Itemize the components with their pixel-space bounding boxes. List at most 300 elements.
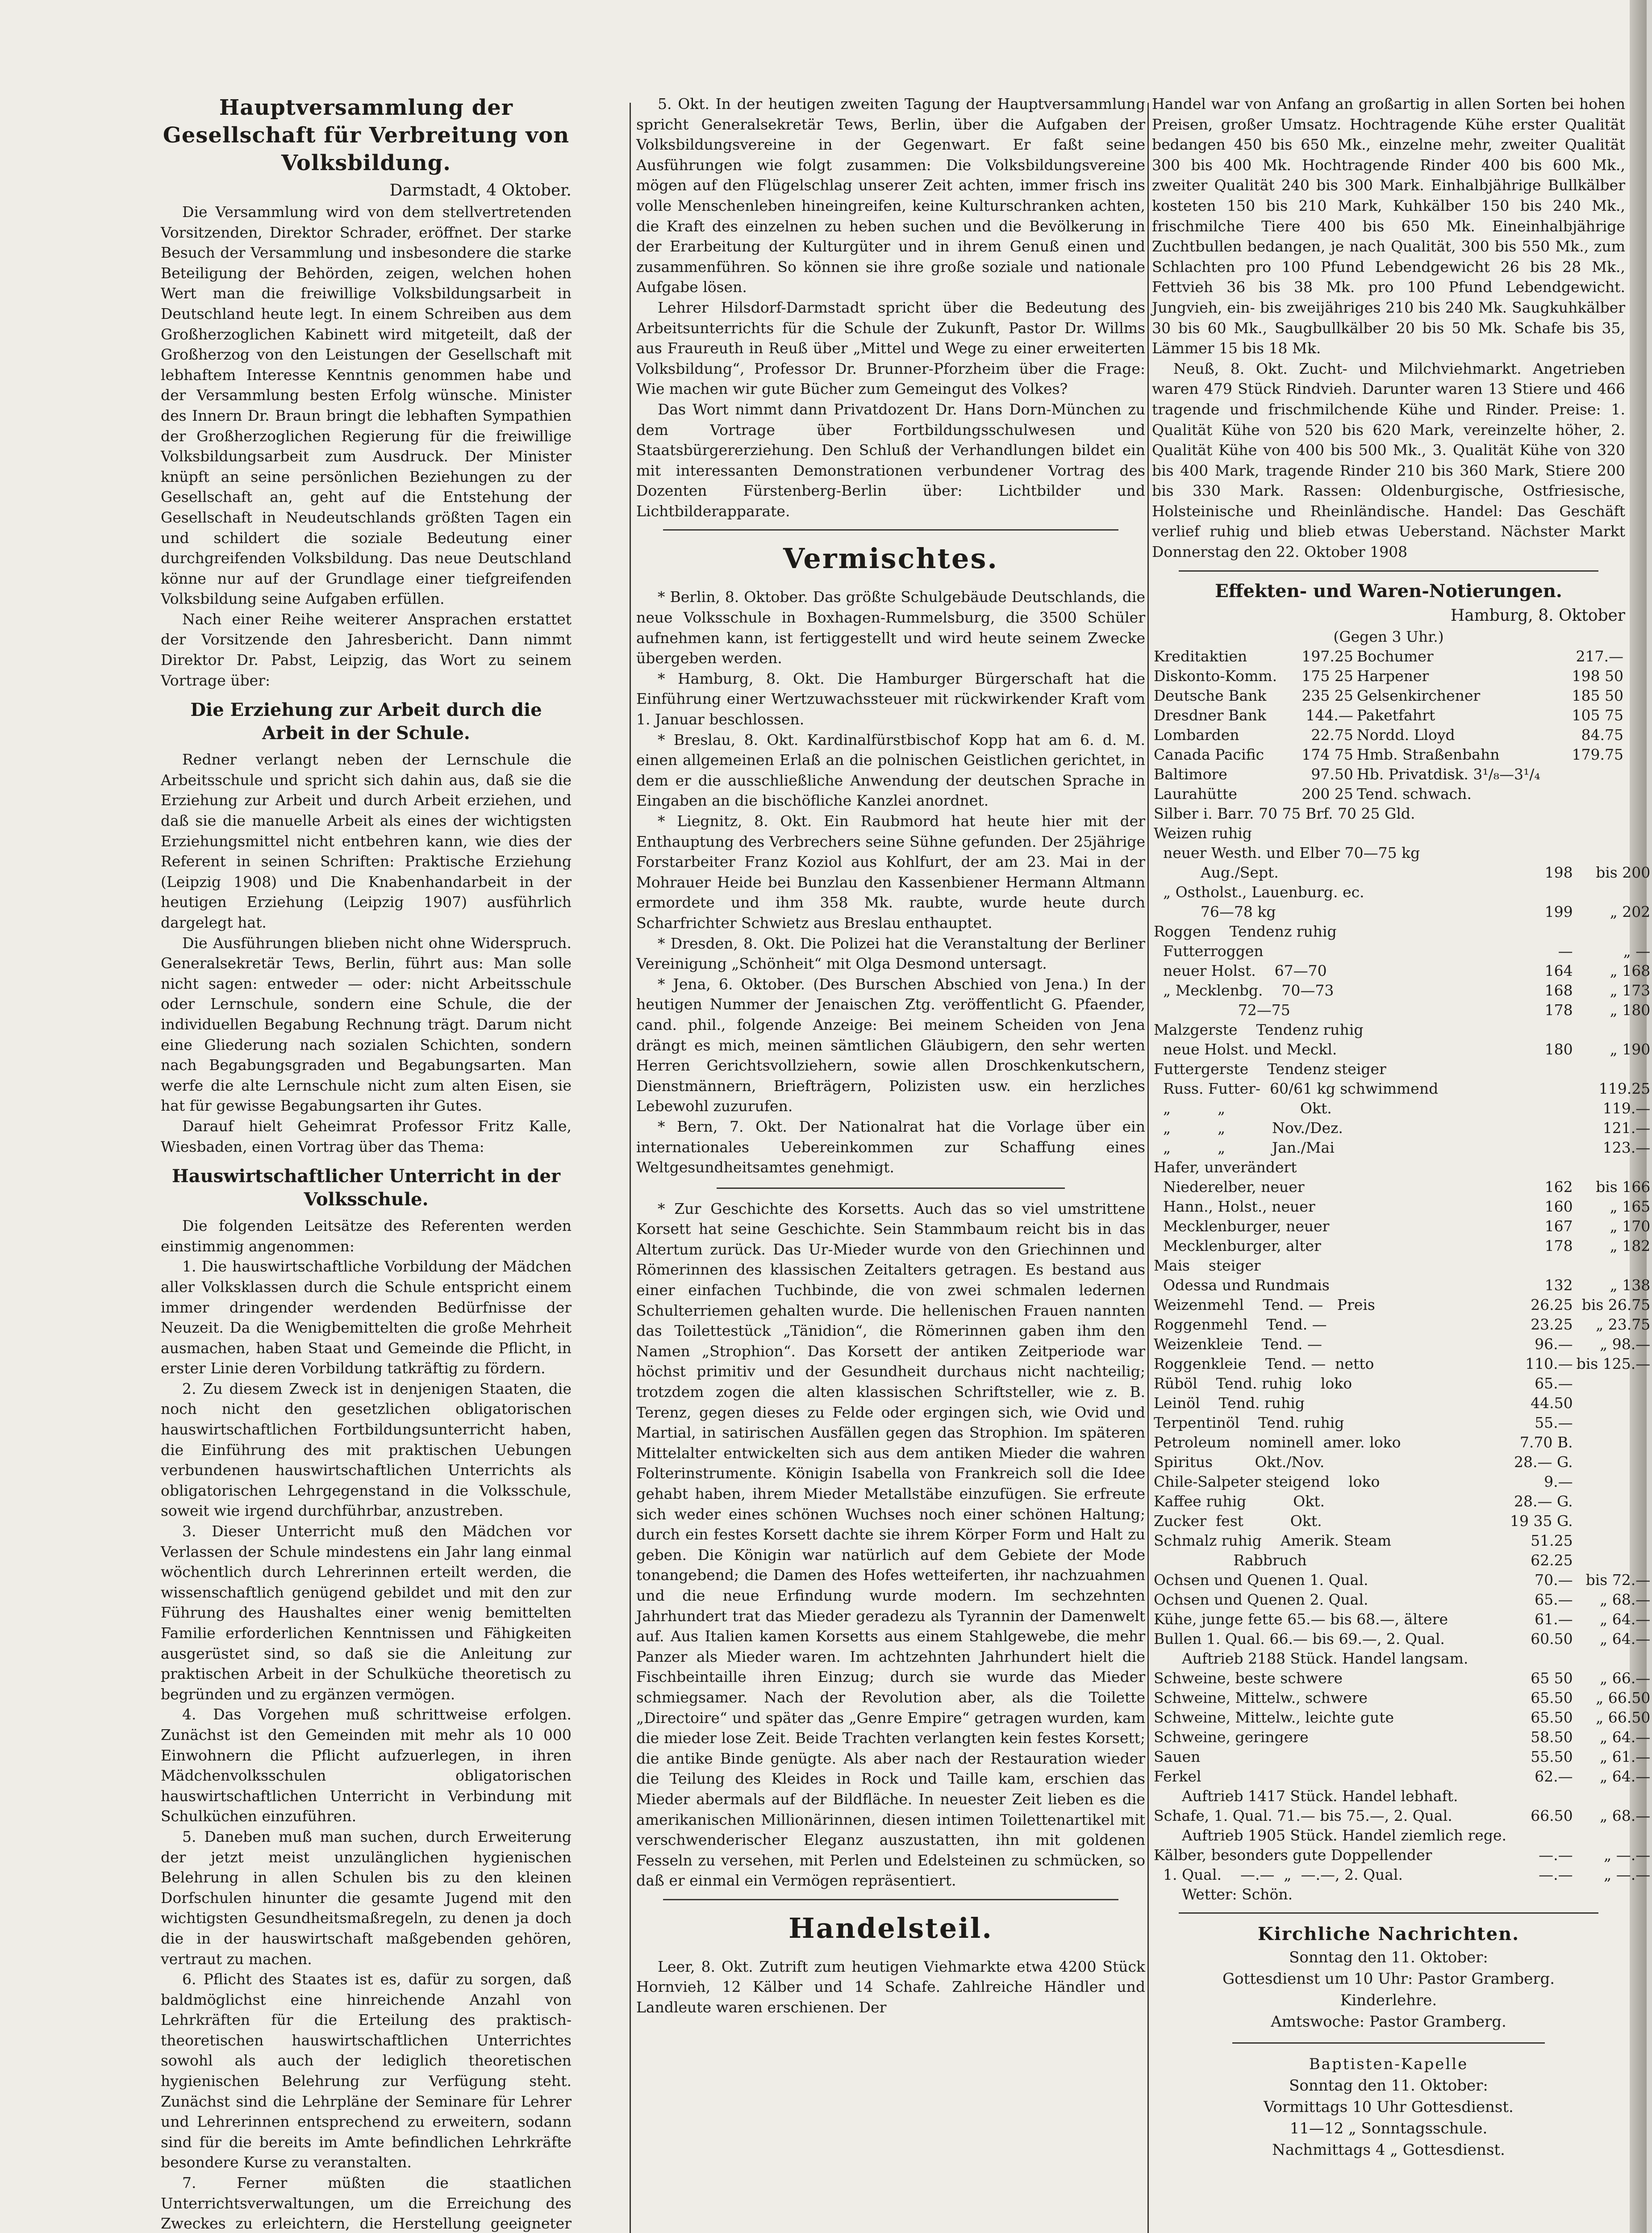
column-rule-1: [630, 103, 631, 2233]
commodity-cell: „ 98.—: [1600, 1335, 1651, 1353]
commodity-row: [1152, 1570, 1652, 1590]
commodity-row: [1152, 1767, 1652, 1786]
commodity-cell: Aug./Sept.: [1154, 863, 1279, 881]
section-divider: [663, 529, 1118, 531]
commodity-cell: Rabbruch: [1154, 1551, 1307, 1569]
commodity-cell: 26.25: [1531, 1296, 1573, 1313]
stock-cell: 198 50: [1572, 667, 1623, 685]
commodity-row: [1152, 863, 1652, 882]
commodity-cell: „ 68.—: [1600, 1806, 1651, 1824]
commodity-cell: „ —.—: [1604, 1846, 1651, 1864]
commodity-cell: [1575, 1786, 1652, 1806]
commodity-cell: Leinöl Tend. ruhig: [1154, 1394, 1305, 1412]
commodity-cell: [1508, 1079, 1575, 1099]
commodity-cell: Futtergerste Tendenz steiger: [1154, 1060, 1386, 1078]
commodity-cell: 119.25: [1598, 1079, 1651, 1097]
commodity-cell: 65.50: [1531, 1689, 1573, 1706]
commodity-row: [1152, 1786, 1652, 1806]
commodity-cell: 180: [1544, 1040, 1573, 1058]
church-line: Sonntag den 11. Oktober:: [1289, 2076, 1488, 2095]
commodity-cell: 70.—: [1535, 1571, 1573, 1589]
commodity-row: [1152, 1531, 1652, 1551]
commodity-cell: [1575, 1256, 1652, 1275]
commodity-row: [1152, 1668, 1652, 1688]
commodity-cell: [1575, 1511, 1652, 1531]
stock-cell: 84.75: [1581, 726, 1623, 744]
commodity-cell: [1575, 1059, 1652, 1079]
commodity-row: [1152, 902, 1652, 922]
commodity-cell: bis 200: [1596, 863, 1651, 881]
stock-cell: Hmb. Straßenbahn: [1356, 745, 1500, 763]
commodity-cell: 110.—: [1525, 1355, 1573, 1372]
subheading-hauswirtschaft: Hauswirtschaftlicher Unterricht in der Volksschule.: [171, 1166, 561, 1210]
commodity-cell: Spiritus Okt./Nov.: [1154, 1453, 1325, 1471]
commodity-cell: [1575, 1433, 1652, 1452]
commodity-cell: [1575, 1158, 1652, 1177]
market-report-neuss: Neuß, 8. Okt. Zucht- und Milchviehmarkt. Angetrieben waren 479 Stück Rindvieh. Darunter waren 13 Stiere und 466 tragende und frischmilchende Kühe und Rinder. Preise: 1. Qualität Kühe von 520 bis 620 Mark, vereinzelte höher, 2. Qualität Kühe von 400 bis 500 Mk., 3. Qualität Kühe von 320 bis 400 Mark, tragende Rinder 210 bis 360 Mark, Stiere 200 bis 330 Mark. Rassen: Oldenburgische, Ostfriesische, Holsteinische und Rheinländische. Handel: Das Geschäft verlief ruhig und blieb etwas Ueberstand. Nächster Markt Donnerstag den 22. Oktober 1908: [1152, 360, 1625, 561]
commodity-row: [1152, 1708, 1652, 1727]
paragraph: 4. Das Vorgehen muß schrittweise erfolgen. Zunächst ist den Gemeinden mit mehr als 10 000 Einwohnern die Pflicht aufzuerlegen, in ihren Mädchenvolksschulen obligatorischen hauswirtschaftlichen Unterricht in Verbindung mit Schulküchen einzuführen.: [161, 1706, 572, 1825]
commodity-row: [1152, 1197, 1652, 1217]
commodity-row: [1152, 1295, 1652, 1315]
commodity-cell: „ 202: [1610, 903, 1651, 920]
paragraph: Die Ausführungen blieben nicht ohne Widerspruch. Generalsekretär Tews, Berlin, führt aus: Man solle nicht sagen: entweder — oder: nicht Arbeitsschule oder Lernschule, sondern eine Schule, die der individuellen Begabung Rechnung trägt. Darum nicht eine Gliederung nach sozialen Schichten, sondern nach Begabungsgraden und Begabungsarten. Man werfe die alte Lernschule nicht zum alten Eisen, sie hat für gewisse Begabungsarten ihr Gutes.: [161, 934, 572, 1115]
commodity-cell: [1575, 824, 1652, 843]
stock-cell: Nordd. Lloyd: [1356, 726, 1455, 744]
stock-cell: 197.25: [1302, 647, 1353, 665]
stock-cell: 235 25: [1302, 686, 1353, 704]
commodity-row: [1152, 1256, 1652, 1275]
commodity-cell: „ —: [1623, 942, 1651, 960]
commodity-cell: Roggenkleie Tend. — netto: [1154, 1355, 1374, 1372]
commodity-cell: —.—: [1539, 1846, 1573, 1864]
commodity-cell: „ 64.—: [1600, 1610, 1651, 1628]
commodity-cell: „ 66.50: [1596, 1708, 1651, 1726]
commodity-row: [1152, 1020, 1652, 1040]
stock-cell: Hb. Privatdisk. 3¹/₈—3¹/₄: [1356, 765, 1540, 783]
commodity-cell: Weizen ruhig: [1154, 824, 1252, 842]
commodity-cell: „ „ Nov./Dez.: [1154, 1119, 1343, 1137]
commodity-cell: 178: [1544, 1001, 1573, 1019]
commodity-cell: „ 66.—: [1600, 1669, 1651, 1687]
commodity-cell: Bullen 1. Qual. 66.— bis 69.—, 2. Qual.: [1154, 1630, 1445, 1648]
commodity-cell: „ 64.—: [1600, 1630, 1651, 1648]
commodity-cell: „ „ Jan./Mai: [1154, 1138, 1335, 1156]
stock-cell: 174 75: [1302, 745, 1353, 763]
commodity-cell: [1508, 804, 1575, 824]
commodity-row: [1152, 1393, 1652, 1413]
stock-cell: 200 25: [1302, 785, 1353, 803]
news-item: * Hamburg, 8. Okt. Die Hamburger Bürgerschaft hat die Einführung einer Wertzuwachssteuer mit rückwirkender Kraft vom 1. Januar beschlossen.: [636, 669, 1145, 728]
commodity-cell: 119.—: [1602, 1099, 1651, 1117]
commodity-cell: Mecklenburger, neuer: [1154, 1217, 1330, 1235]
commodity-row: [1152, 1492, 1652, 1511]
stock-cell: Paketfahrt: [1356, 706, 1435, 724]
commodity-cell: 178: [1544, 1237, 1573, 1254]
commodity-cell: 168: [1544, 981, 1573, 999]
commodity-row: [1152, 1433, 1652, 1452]
commodity-row: [1152, 1747, 1652, 1767]
stock-cell: Lombarden: [1154, 726, 1239, 744]
stock-cell: Gelsenkirchener: [1356, 686, 1481, 704]
section-divider: [1179, 570, 1598, 572]
commodity-row: [1152, 1374, 1652, 1393]
commodity-row: [1152, 882, 1652, 902]
commodity-cell: „ 64.—: [1600, 1728, 1651, 1746]
commodity-cell: Ochsen und Quenen 1. Qual.: [1154, 1571, 1368, 1589]
commodity-cell: „ „ Okt.: [1154, 1099, 1332, 1117]
commodity-cell: 72—75: [1154, 1001, 1290, 1019]
commodity-cell: [1508, 1118, 1575, 1138]
dateline-darmstadt: Darmstadt, 4 Oktober.: [389, 181, 572, 200]
commodity-cell: 66.50: [1531, 1806, 1573, 1824]
column-middle: [636, 94, 1145, 2233]
commodity-row: [1152, 1472, 1652, 1492]
commodity-cell: [1575, 1531, 1652, 1551]
paragraph: 3. Dieser Unterricht muß den Mädchen vor Verlassen der Schule mindestens ein Jahr lang einmal wöchentlich durch Lehrerinnen erteilt werden, die wissenschaftlich genügend gebildet und mit den zur Führung des Haushaltes einer wenig bemittelten Familie erforderlichen Kenntnissen und Fähigkeiten ausgerüstet sind, so daß sie die Anleitung zur praktischen Arbeit in der Schulküche theoretisch zu begründen und zu ergänzen vermögen.: [161, 1522, 572, 1703]
commodity-row: [1152, 1040, 1652, 1059]
stock-cell: Dresdner Bank: [1154, 706, 1267, 724]
commodity-row: [1152, 824, 1652, 843]
commodity-cell: Rüböl Tend. ruhig loko: [1154, 1374, 1352, 1392]
article-heading-volksbildung: Hauptversammlung der Gesellschaft für Verbreitung von Volksbildung.: [163, 95, 570, 176]
stock-cell: 97.50: [1311, 765, 1353, 783]
commodity-cell: Wetter: Schön.: [1154, 1885, 1293, 1903]
church-line: Vormittags 10 Uhr Gottesdienst.: [1264, 2098, 1514, 2116]
commodity-cell: 55.—: [1535, 1413, 1573, 1431]
commodity-cell: [1508, 1885, 1575, 1904]
commodity-cell: Zucker fest Okt.: [1154, 1512, 1322, 1530]
stock-cell: 185 50: [1572, 686, 1623, 704]
commodity-cell: bis 125.—: [1576, 1355, 1651, 1372]
commodity-cell: Ferkel: [1154, 1767, 1201, 1785]
commodity-cell: [1508, 1158, 1575, 1177]
commodity-row: [1152, 1590, 1652, 1610]
commodity-cell: 62.25: [1531, 1551, 1573, 1569]
paragraph: Darauf hielt Geheimrat Professor Fritz Kalle, Wiesbaden, einen Vortrag über das Thema:: [161, 1117, 572, 1155]
commodity-cell: 123.—: [1602, 1138, 1651, 1156]
commodity-cell: „ 168: [1610, 962, 1651, 979]
commodity-row: [1152, 804, 1652, 824]
commodity-cell: [1575, 882, 1652, 902]
commodity-cell: [1575, 1885, 1652, 1904]
commodity-cell: „ —.—: [1604, 1865, 1651, 1883]
commodity-cell: „ 170: [1610, 1217, 1651, 1235]
commodity-cell: „ 182: [1610, 1237, 1651, 1254]
commodity-cell: [1508, 882, 1575, 902]
news-item: * Breslau, 8. Okt. Kardinalfürstbischof Kopp hat am 6. d. M. einen allgemeinen Erlaß an die polnischen Geistlichen gerichtet, in dem er die ausschließliche Anwendung der deutschen Sprache in Eingaben an die bischöfliche Kanzlei anordnet.: [636, 731, 1145, 810]
commodity-cell: Mecklenburger, alter: [1154, 1237, 1321, 1254]
commodity-cell: [1508, 1059, 1575, 1079]
commodity-cell: [1575, 1452, 1652, 1472]
commodity-cell: Roggenmehl Tend. —: [1154, 1315, 1327, 1333]
section-heading-vermischtes: Vermischtes.: [783, 542, 998, 575]
item-divider: [717, 1188, 1065, 1189]
stock-cell: [1564, 765, 1625, 784]
commodity-cell: 19 35 G.: [1510, 1512, 1573, 1530]
stock-cell: Baltimore: [1154, 765, 1227, 783]
commodity-cell: [1508, 1138, 1575, 1158]
commodity-row: [1152, 843, 1652, 863]
commodity-cell: 7.70 B.: [1519, 1433, 1573, 1451]
commodity-cell: —: [1558, 942, 1573, 960]
commodity-cell: 167: [1544, 1217, 1573, 1235]
paragraph: Das Wort nimmt dann Privatdozent Dr. Hans Dorn-München zu dem Vortrage über Fortbildungsschulwesen und Staatsbürgererziehung. Den Schluß der Verhandlungen bildet ein mit interessanten Demonstrationen verbundener Vortrag des Dozenten Fürstenberg-Berlin über: Lichtbilder und Lichtbilderapparate.: [636, 400, 1145, 520]
commodity-cell: Auftrieb 1905 Stück. Handel ziemlich rege.: [1154, 1826, 1506, 1844]
commodity-cell: 121.—: [1602, 1119, 1651, 1137]
commodity-cell: Schweine, beste schwere: [1154, 1669, 1343, 1687]
commodity-row: [1152, 1158, 1652, 1177]
stock-cell: 144.—: [1306, 706, 1353, 724]
commodity-row: [1152, 1885, 1652, 1904]
commodity-row: [1152, 922, 1652, 941]
stock-cell: 22.75: [1311, 726, 1353, 744]
commodity-cell: Russ. Futter- 60/61 kg schwimmend: [1154, 1079, 1439, 1097]
section-divider: [1179, 1912, 1598, 1914]
baptist-chapel-heading: Baptisten-Kapelle: [1309, 2055, 1468, 2073]
church-line: Gottesdienst um 10 Uhr: Pastor Gramberg.: [1222, 1970, 1555, 1988]
commodity-cell: [1575, 1492, 1652, 1511]
commodity-cell: Ochsen und Quenen 2. Qual.: [1154, 1590, 1368, 1608]
commodity-row: [1152, 1727, 1652, 1747]
paragraph: Die folgenden Leitsätze des Referenten werden einstimmig angenommen:: [161, 1217, 572, 1255]
paragraph: Redner verlangt neben der Lernschule die Arbeitsschule und spricht sich dahin aus, daß sie die Erziehung zur Arbeit und durch Arbeit erziehen, und daß sie die manuelle Arbeit als eines der wichtigsten Erziehungsmittel nicht entbehren kann, wie dies der Referent in seinen Schriften: Praktische Erziehung (Leipzig 1908) und Die Knabenhandarbeit in der heutigen Erziehung (Leipzig 1907) ausführlich dargelegt hat.: [161, 751, 572, 931]
church-news-heading: Kirchliche Nachrichten.: [1257, 1923, 1520, 1944]
commodity-cell: Schmalz ruhig Amerik. Steam: [1154, 1531, 1391, 1549]
stock-cell: Tend. schwach.: [1356, 785, 1472, 803]
commodity-cell: 65.—: [1535, 1374, 1573, 1392]
commodity-cell: [1575, 922, 1652, 941]
commodity-cell: Schafe, 1. Qual. 71.— bis 75.—, 2. Qual.: [1154, 1806, 1452, 1824]
paragraph: Handel war von Anfang an großartig in allen Sorten bei hohen Preisen, großer Umsatz. Hochtragende Kühe erster Qualität bedangen 450 bis 650 Mk., einzelne mehr, zweiter Qualität 300 bis 400 Mk. Hochtragende Rinder 400 bis 600 Mk., zweiter Qualität 240 bis 300 Mark. Einhalbjährige Bullkälber kosteten 150 bis 210 Mark, Kuhkälber 150 bis 240 Mk., frischmilche Tiere 400 bis 650 Mk. Eineinhalbjährige Zuchtbullen bedangen, je nach Qualität, 300 bis 550 Mk., zum Schlachten pro 100 Pfund Lebendgewicht 26 bis 28 Mk., Fettvieh 36 bis 38 Mk. pro 100 Pfund Lebendgewicht. Jungvieh, ein- bis zweijähriges 210 bis 240 Mk. Saugkuhkälber 30 bis 60 Mk., Saugbullkälber 20 bis 50 Mk. Schafe bis 35, Lämmer 15 bis 18 Mk.: [1152, 95, 1625, 357]
column-right: [1152, 94, 1651, 2233]
commodity-cell: „ 23.75: [1596, 1315, 1651, 1333]
paragraph: 7. Ferner müßten die staatlichen Unterrichtsverwaltungen, um die Erreichung des Zweckes zu erleichtern, die Herstellung geeigneter: [161, 2174, 572, 2233]
stock-cell: 105 75: [1572, 706, 1623, 724]
commodity-row: [1152, 1806, 1652, 1826]
commodity-row: [1152, 1315, 1652, 1334]
commodity-cell: Hafer, unverändert: [1154, 1158, 1297, 1176]
stock-cell: Kreditaktien: [1154, 647, 1247, 665]
commodity-cell: „ 64.—: [1600, 1767, 1651, 1785]
paragraph: Lehrer Hilsdorf-Darmstadt spricht über die Bedeutung des Arbeitsunterrichts für die Schule der Zukunft, Pastor Dr. Willms aus Fraureuth in Reuß über „Mittel und Wege zu einer erweiterten Volksbildung“, Professor Dr. Brunner-Pforzheim über die Frage: Wie machen wir gute Bücher zum Gemeingut des Volkes?: [636, 298, 1145, 398]
commodity-cell: „ 190: [1610, 1040, 1651, 1058]
commodity-cell: [1508, 1826, 1575, 1845]
commodity-row: [1152, 1610, 1652, 1629]
commodity-row: [1152, 1629, 1652, 1649]
commodity-cell: bis 166: [1596, 1178, 1651, 1196]
commodity-cell: 61.—: [1535, 1610, 1573, 1628]
stock-cell: Harpener: [1356, 667, 1429, 685]
commodity-cell: Hann., Holst., neuer: [1154, 1197, 1315, 1215]
commodity-cell: [1508, 1649, 1575, 1668]
commodity-cell: [1575, 1374, 1652, 1393]
stock-cell: 179.75: [1572, 745, 1623, 763]
stock-quotes-table: [1152, 647, 1625, 804]
commodity-cell: [1508, 1020, 1575, 1040]
church-line: Sonntag den 11. Oktober:: [1289, 1948, 1488, 1966]
market-report-leer: Leer, 8. Okt. Zutrift zum heutigen Viehmarkte etwa 4200 Stück Hornvieh, 12 Kälber und 14 Schafe. Zahlreiche Händler und Landleute waren erschienen. Der: [636, 1957, 1145, 2016]
church-line: Kinderlehre.: [1340, 1991, 1437, 2009]
commodity-cell: 65.50: [1531, 1708, 1573, 1726]
commodity-row: [1152, 961, 1652, 981]
commodity-cell: Mais steiger: [1154, 1256, 1261, 1274]
commodity-row: [1152, 1452, 1652, 1472]
commodity-cell: „ 180: [1610, 1001, 1651, 1019]
news-item: * Berlin, 8. Oktober. Das größte Schulgebäude Deutschlands, die neue Volksschule in Boxhagen-Rummelsburg, die 3500 Schüler aufnehmen kann, ist fertiggestellt und wird heute seinem Zwecke übergeben werden.: [636, 588, 1145, 667]
quotes-time: (Gegen 3 Uhr.): [1333, 627, 1444, 645]
commodity-cell: [1508, 1786, 1575, 1806]
commodity-cell: [1575, 1413, 1652, 1433]
commodity-cell: [1575, 804, 1652, 824]
commodity-cell: [1575, 1649, 1652, 1668]
commodity-row: [1152, 981, 1652, 1000]
paragraph: Die Versammlung wird von dem stellvertretenden Vorsitzenden, Direktor Schrader, eröffnet. Der starke Besuch der Versammlung und insbesondere die starke Beteiligung der Behörden, zeigen, welchen hohen Wert man die freiwillige Volksbildungsarbeit in Deutschland heute legt. In einem Schreiben aus dem Großherzoglichen Kabinett wird mitgeteilt, daß der Großherzog von den Leistungen der Gesellschaft mit lebhaftem Interesse Kenntnis genommen habe und der Versammlung besten Erfolg wünsche. Minister des Innern Dr. Braun bringt die lebhaften Sympathien der Großherzoglichen Regierung für die freiwillige Volksbildungsarbeit zum Ausdruck. Der Minister knüpft an seine persönlichen Beziehungen zu der Gesellschaft an, geht auf die Entstehung der Gesellschaft in Neudeutschlands größten Tagen ein und schildert die soziale Bedeutung einer durchgreifenden Volksbildung. Das neue Deutschland könne nur auf der Grundlage einer tiefgreifenden Volksbildung seine Aufgaben erfüllen.: [161, 203, 572, 608]
commodity-cell: „ 165: [1610, 1197, 1651, 1215]
commodity-cell: Petroleum nominell amer. loko: [1154, 1433, 1401, 1451]
commodity-cell: „ 66.50: [1596, 1689, 1651, 1706]
stock-row: [1152, 784, 1625, 804]
commodity-cell: „ Ostholst., Lauenburg. ec.: [1154, 883, 1364, 901]
commodity-cell: 51.25: [1531, 1531, 1573, 1549]
commodity-row: [1152, 1138, 1652, 1158]
commodity-cell: 198: [1544, 863, 1573, 881]
commodity-row: [1152, 1649, 1652, 1668]
stock-cell: Laurahütte: [1154, 785, 1237, 803]
stock-cell: 175 25: [1302, 667, 1353, 685]
subheading-arbeitsschule: Die Erziehung zur Arbeit durch die Arbeit in der Schule.: [190, 699, 542, 744]
commodity-cell: Schweine, geringere: [1154, 1728, 1309, 1746]
commodity-cell: Roggen Tendenz ruhig: [1154, 922, 1337, 940]
commodity-cell: [1508, 824, 1575, 843]
column-rule-2: [1147, 103, 1149, 2233]
commodity-row: [1152, 1845, 1652, 1865]
commodity-cell: Schweine, Mittelw., schwere: [1154, 1689, 1368, 1706]
stock-row: [1152, 725, 1625, 745]
commodity-cell: 164: [1544, 962, 1573, 979]
quotes-place: Hamburg, 8. Oktober: [1450, 606, 1625, 625]
commodity-cell: 44.50: [1531, 1394, 1573, 1412]
item-divider: [1232, 2042, 1545, 2044]
stock-row: [1152, 686, 1625, 706]
commodity-cell: neuer Westh. und Elber 70—75 kg: [1154, 844, 1420, 861]
commodity-cell: Niederelber, neuer: [1154, 1178, 1305, 1196]
commodity-row: [1152, 1334, 1652, 1354]
news-item: * Jena, 6. Oktober. (Des Burschen Abschied von Jena.) In der heutigen Nummer der Jenaischen Ztg. veröffentlicht G. Pfaender, cand. phil., folgende Anzeige: Bei meinem Scheiden von Jena drängt es mich, meinen sämtlichen Gläubigern, den sehr werten Herren Gerichtsvollziehern, sowie allen Droschkenkutschern, Dienstmännern, Briefträgern, Polizisten usw. ein herzliches Lebewohl zuzurufen.: [636, 975, 1145, 1115]
stock-cell: 217.—: [1576, 647, 1623, 665]
commodity-cell: 76—78 kg: [1154, 903, 1276, 920]
commodity-cell: 62.—: [1535, 1767, 1573, 1785]
commodity-row: [1152, 1177, 1652, 1197]
stock-row: [1152, 647, 1625, 666]
commodity-row: [1152, 1826, 1652, 1845]
stock-cell: [1564, 784, 1625, 804]
commodity-cell: [1575, 843, 1652, 863]
stock-cell: Bochumer: [1356, 647, 1434, 665]
commodity-cell: 60.50: [1531, 1630, 1573, 1648]
church-line: Nachmittags 4 „ Gottesdienst.: [1272, 2141, 1505, 2159]
commodity-cell: 160: [1544, 1197, 1573, 1215]
commodity-cell: [1575, 1472, 1652, 1492]
commodity-row: [1152, 1000, 1652, 1020]
stock-cell: Deutsche Bank: [1154, 686, 1267, 704]
section-heading-handelsteil: Handelsteil.: [788, 1911, 993, 1944]
commodity-cell: 28.— G.: [1514, 1453, 1573, 1471]
stock-row: [1152, 666, 1625, 686]
paragraph: 5. Daneben muß man suchen, durch Erweiterung der jetzt meist unzulänglichen hygienischen Belehrung in allen Schulen bis zu den kleinen Dorfschulen hinunter die gesamte Jugend mit den wichtigsten Gesundheitsmaßregeln, zu denen ja doch die in der hauswirtschaft maßgebenden gehören, vertraut zu machen.: [161, 1827, 572, 1968]
commodity-cell: „ 68.—: [1600, 1590, 1651, 1608]
section-divider: [663, 1899, 1118, 1900]
commodity-cell: Auftrieb 2188 Stück. Handel langsam.: [1154, 1649, 1468, 1667]
commodity-row: [1152, 1413, 1652, 1433]
commodity-cell: 1. Qual. —.— „ —.—, 2. Qual.: [1154, 1865, 1403, 1883]
paragraph: 1. Die hauswirtschaftliche Vorbildung der Mädchen aller Volksklassen durch die Schule entspricht einem immer dringender werdenden Bedürfnisse der Neuzeit. Da die Wenigbemittelten die große Mehrheit ausmachen, haben Staat und Gemeinde die Pflicht, in erster Linie deren Vorbildung tatkräftig zu fördern.: [161, 1258, 572, 1377]
commodity-row: [1152, 941, 1652, 961]
commodity-cell: 28.— G.: [1514, 1492, 1573, 1510]
paragraph: 5. Okt. In der heutigen zweiten Tagung der Hauptversammlung spricht Generalsekretär Tews, Berlin, über die Aufgaben der Volksbildungsvereine in der Gegenwart. Er faßt seine Ausführungen wie folgt zusammen: Die Volksbildungsvereine mögen auf den Flügelschlag unserer Zeit achten, immer frisch ins volle Menschenleben hineingreifen, keine Kulturschranken achten, die Kraft des einzelnen zu heben suchen und die Bevölkerung in der Erarbeitung der Kulturgüter und in ihrem Genuß einen und zusammenführen. So können sie ihre große soziale und nationale Aufgabe lösen.: [636, 95, 1145, 296]
commodity-cell: „ Mecklenbg. 70—73: [1154, 981, 1334, 999]
paragraph: 2. Zu diesem Zweck ist in denjenigen Staaten, die noch nicht den gesetzlichen obligatorischen hauswirtschaftlichen Fortbildungsunterricht haben, die Einführung des mit praktischen Uebungen verbundenen hauswirtschaftlichen Unterrichts als obligatorischen Lehrgegenstand in die Volksschule, soweit wie irgend durchführbar, anzustreben.: [161, 1380, 572, 1520]
commodity-cell: [1508, 1256, 1575, 1275]
paragraph: Nach einer Reihe weiterer Ansprachen erstattet der Vorsitzende den Jahresbericht. Dann nimmt Direktor Dr. Pabst, Leipzig, das Wort zu seinem Vortrage über:: [161, 610, 572, 689]
commodity-row: [1152, 1865, 1652, 1885]
commodity-cell: Futterroggen: [1154, 942, 1264, 960]
commodity-row: [1152, 1551, 1652, 1570]
commodity-row: [1152, 1275, 1652, 1295]
church-line: 11—12 „ Sonntagsschule.: [1289, 2119, 1488, 2137]
commodity-cell: [1575, 1551, 1652, 1570]
commodity-cell: Odessa und Rundmais: [1154, 1276, 1330, 1294]
commodity-cell: [1508, 843, 1575, 863]
commodity-quotes-table: [1152, 804, 1652, 1904]
commodity-cell: neuer Holst. 67—70: [1154, 962, 1327, 979]
commodity-cell: Kälber, besonders gute Doppellender: [1154, 1846, 1432, 1864]
commodity-cell: Chile-Salpeter steigend loko: [1154, 1472, 1380, 1490]
commodity-cell: Malzgerste Tendenz ruhig: [1154, 1020, 1364, 1038]
commodity-cell: [1508, 1099, 1575, 1118]
commodity-row: [1152, 1236, 1652, 1256]
commodity-cell: Silber i. Barr. 70 75 Brf. 70 25 Gld.: [1154, 804, 1415, 822]
commodity-row: [1152, 1118, 1652, 1138]
commodity-cell: [1575, 1020, 1652, 1040]
commodity-cell: Terpentinöl Tend. ruhig: [1154, 1413, 1344, 1431]
commodity-cell: 65.—: [1535, 1590, 1573, 1608]
commodity-cell: Sauen: [1154, 1748, 1201, 1765]
news-item: * Bern, 7. Okt. Der Nationalrat hat die Vorlage über ein internationales Uebereinkommen zur Schaffung eines Weltgesundheitsamtes genehmigt.: [636, 1117, 1145, 1176]
commodity-cell: 199: [1544, 903, 1573, 920]
commodity-cell: „ 61.—: [1600, 1748, 1651, 1765]
commodity-cell: 132: [1544, 1276, 1573, 1294]
commodity-cell: [1575, 1393, 1652, 1413]
commodity-cell: [1508, 922, 1575, 941]
commodity-row: [1152, 1217, 1652, 1236]
commodity-cell: 65 50: [1531, 1669, 1573, 1687]
commodity-cell: 23.25: [1531, 1315, 1573, 1333]
commodity-cell: 96.—: [1535, 1335, 1573, 1353]
commodity-cell: Auftrieb 1417 Stück. Handel lebhaft.: [1154, 1787, 1458, 1805]
news-item: * Liegnitz, 8. Okt. Ein Raubmord hat heute hier mit der Enthauptung des Verbrechers seine Sühne gefunden. Der 25jährige Forstarbeiter Franz Koziol aus Kohlfurt, der am 23. Mai in der Mohrauer Heide bei Bunzlau den Kassenbiener Hermann Altmann ermordete und ihm 358 Mk. raubte, wurde heute durch Scharfrichter Schwietz aus Breslau enthauptet.: [636, 812, 1145, 932]
stock-cell: Canada Pacific: [1154, 745, 1264, 763]
commodity-cell: bis 72.—: [1585, 1571, 1651, 1589]
commodity-cell: 58.50: [1531, 1728, 1573, 1746]
commodity-cell: Schweine, Mittelw., leichte gute: [1154, 1708, 1394, 1726]
commodity-row: [1152, 1688, 1652, 1708]
commodity-cell: neue Holst. und Meckl.: [1154, 1040, 1337, 1058]
stock-row: [1152, 765, 1625, 784]
column-left: [161, 94, 572, 2233]
commodity-cell: bis 26.75: [1581, 1296, 1651, 1313]
commodity-cell: —.—: [1539, 1865, 1573, 1883]
